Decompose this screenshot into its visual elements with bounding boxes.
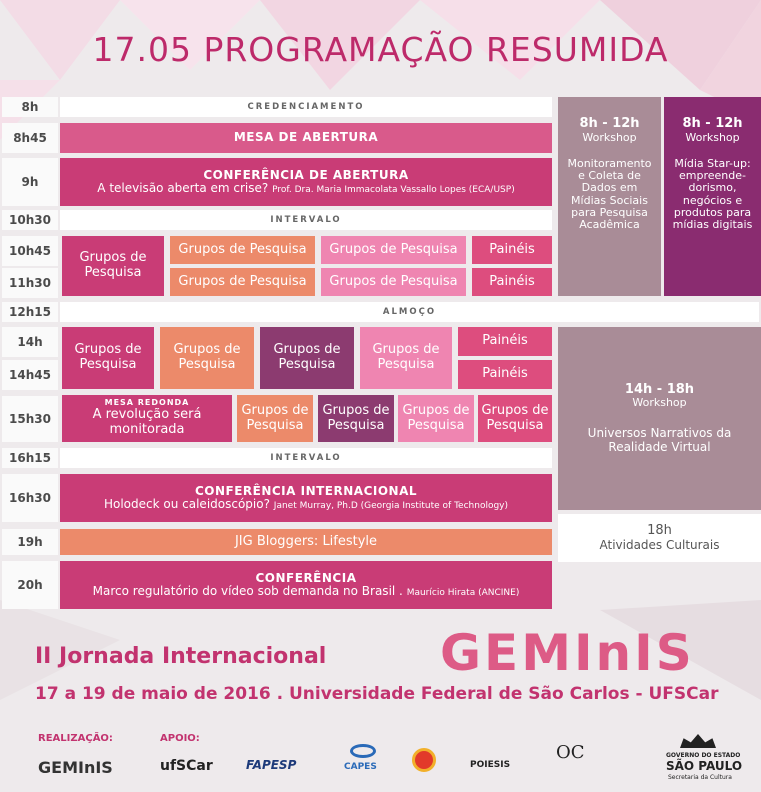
- grupos-pesquisa-block: Grupos de Pesquisa: [62, 236, 164, 296]
- conferencia-final-talk: Marco regulatório do vídeo sob demanda no Brasil . Maurício Hirata (ANCINE): [92, 584, 520, 598]
- event-name: II Jornada Internacional: [35, 644, 327, 669]
- time-9h: 9h: [2, 158, 58, 206]
- event-dates: 17 a 19 de maio de 2016 . Universidade Federal de São Carlos - UFSCar: [35, 684, 719, 704]
- mesa-redonda: MESA REDONDA A revolução será monitorada: [62, 395, 232, 442]
- band-intervalo-2: INTERVALO: [60, 448, 552, 468]
- time-16h15: 16h15: [2, 448, 58, 468]
- geminis-logo: GEMInIS: [440, 624, 695, 682]
- paineis-cell: Painéis: [472, 268, 552, 296]
- conferencia-abertura-title: CONFERÊNCIA DE ABERTURA: [203, 167, 409, 182]
- conferencia-abertura-talk: A televisão aberta em crise? Prof. Dra. Maria Immacolata Vassallo Lopes (ECA/USP): [97, 181, 515, 195]
- grupos-pesquisa-cell: Grupos de Pesquisa: [170, 236, 315, 264]
- time-10h45: 10h45: [2, 236, 58, 266]
- paineis-cell: Painéis: [458, 360, 552, 389]
- band-almoco: ALMOÇO: [60, 302, 759, 322]
- grupos-pesquisa-cell: Grupos de Pesquisa: [321, 236, 466, 264]
- eptv-icon: [412, 748, 436, 772]
- time-8h: 8h: [2, 97, 58, 117]
- conferencia-abertura: [60, 158, 552, 206]
- poiesis-logo: POIESIS: [470, 760, 511, 770]
- time-8h45: 8h45: [2, 123, 58, 153]
- time-10h30: 10h30: [2, 210, 58, 230]
- time-12h15: 12h15: [2, 302, 58, 322]
- sp-gov-line2: SÃO PAULO: [666, 759, 743, 773]
- time-14h: 14h: [2, 327, 58, 357]
- time-20h: 20h: [2, 561, 58, 609]
- capes-logo: CAPES: [344, 762, 377, 772]
- time-14h45: 14h45: [2, 360, 58, 390]
- conferencia-internacional-title: CONFERÊNCIA INTERNACIONAL: [194, 483, 418, 498]
- time-11h30: 11h30: [2, 268, 58, 298]
- conferencia-final-title: CONFERÊNCIA: [255, 570, 357, 585]
- grupos-pesquisa-cell: Grupos de Pesquisa: [321, 268, 466, 296]
- fapesp-logo: FAPESP: [246, 758, 297, 772]
- grupos-pesquisa-block: Grupos de Pesquisa: [360, 327, 452, 389]
- atividades-culturais: 18h Atividades Culturais: [558, 514, 761, 562]
- capes-icon: [350, 744, 376, 758]
- page-title: 17.05 PROGRAMAÇÃO RESUMIDA: [92, 30, 669, 69]
- paineis-cell: Painéis: [458, 327, 552, 356]
- geminis-small-logo: GEMInIS: [38, 758, 113, 777]
- grupos-pesquisa-block: Grupos de Pesquisa: [237, 395, 313, 442]
- time-19h: 19h: [2, 529, 58, 555]
- conferencia-internacional-talk: Holodeck ou caleidoscópio? Janet Murray, Ph.D (Georgia Institute of Technology): [103, 497, 509, 511]
- workshop-monitoramento: 8h - 12h Workshop Monitoramento e Coleta de Dados em Mídias Sociais para Pesquisa Acadêmica: [558, 97, 661, 296]
- ufscar-logo: ufSCar: [160, 758, 213, 774]
- grupos-pesquisa-block: Grupos de Pesquisa: [478, 395, 552, 442]
- time-16h30: 16h30: [2, 474, 58, 522]
- band-credenciamento: CREDENCIAMENTO: [60, 97, 552, 117]
- grupos-pesquisa-block: Grupos de Pesquisa: [160, 327, 254, 389]
- grupos-pesquisa-block: Grupos de Pesquisa: [398, 395, 474, 442]
- band-intervalo: INTERVALO: [60, 210, 552, 230]
- grupos-pesquisa-block: Grupos de Pesquisa: [318, 395, 394, 442]
- paineis-cell: Painéis: [472, 236, 552, 264]
- apoio-label: APOIO:: [160, 733, 200, 744]
- grupos-pesquisa-block: Grupos de Pesquisa: [62, 327, 154, 389]
- grupos-pesquisa-block: Grupos de Pesquisa: [260, 327, 354, 389]
- workshop-midia-startup: 8h - 12h Workshop Mídia Star-up: empreende- dorismo, negócios e produtos para mídias digitais: [664, 97, 761, 296]
- grupos-pesquisa-cell: Grupos de Pesquisa: [170, 268, 315, 296]
- realizacao-label: REALIZAÇÃO:: [38, 733, 113, 744]
- time-15h30: 15h30: [2, 396, 58, 442]
- mesa-abertura: MESA DE ABERTURA: [60, 123, 552, 153]
- sp-gov-line1: GOVERNO DO ESTADO: [666, 752, 741, 759]
- sp-gov-line3: Secretaria da Cultura: [668, 774, 732, 781]
- jig-bloggers: JIG Bloggers: Lifestyle: [60, 529, 552, 555]
- oc-logo: OC: [556, 742, 585, 763]
- conferencia-internacional: [60, 474, 552, 522]
- workshop-realidade-virtual: 14h - 18h Workshop Universos Narrativos da Realidade Virtual: [558, 327, 761, 510]
- conferencia-final: [60, 561, 552, 609]
